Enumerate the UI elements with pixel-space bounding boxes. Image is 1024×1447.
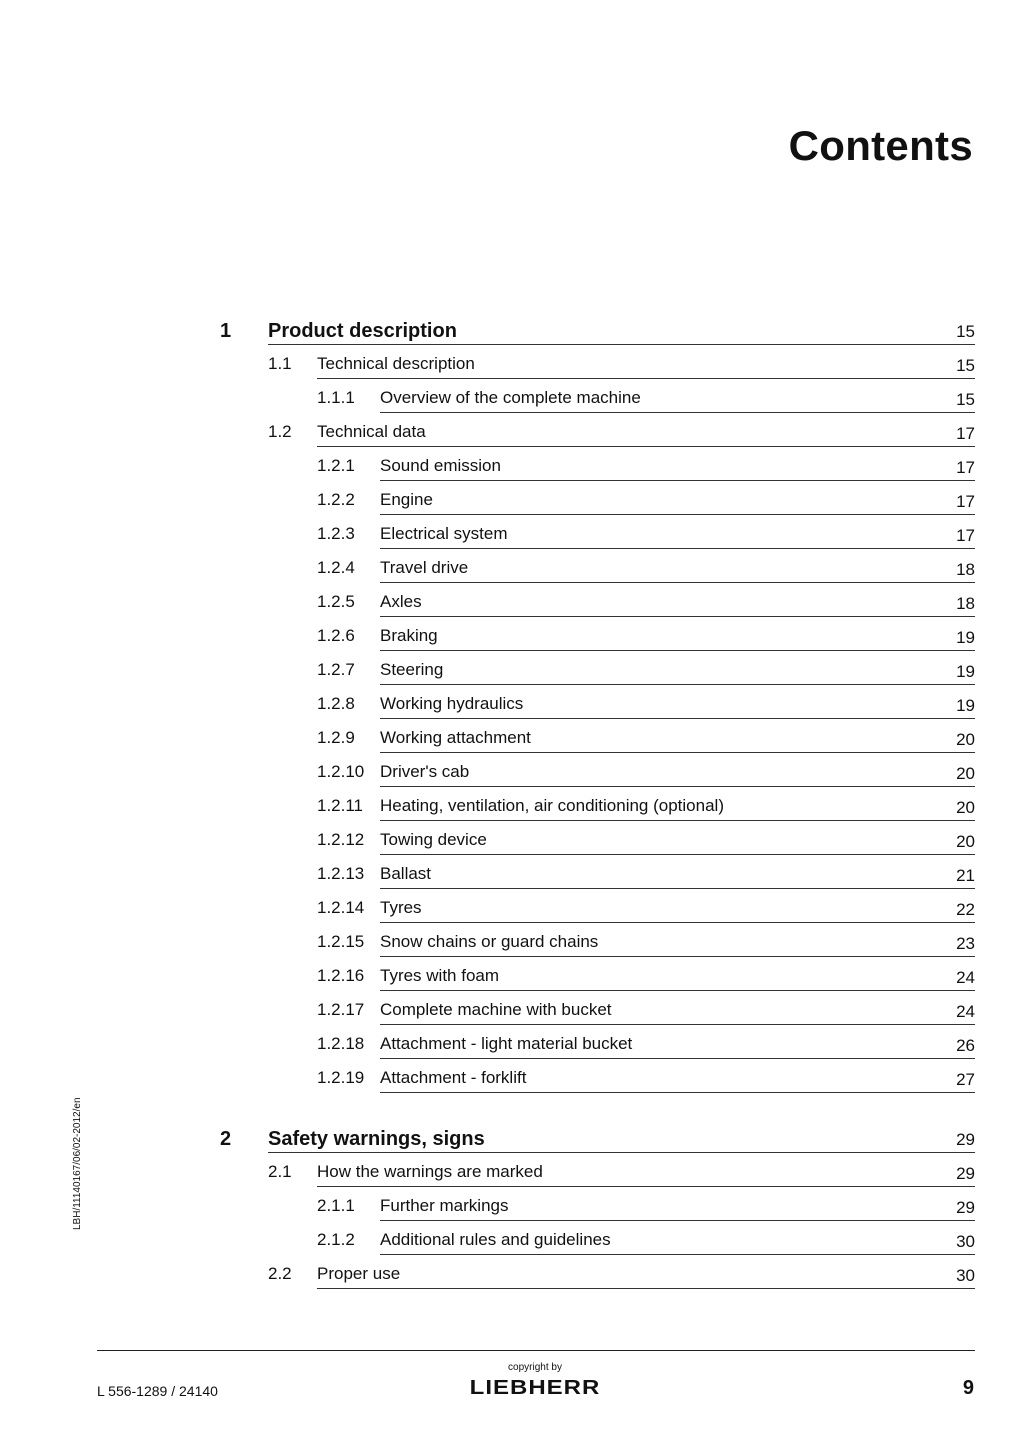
toc-entry-page: 29: [956, 1198, 975, 1217]
toc-entry-number: 1.2.10: [317, 762, 365, 781]
toc-entry[interactable]: [0, 864, 1024, 894]
toc-entry-page: 19: [956, 628, 975, 647]
toc-entry-line: [317, 1162, 975, 1187]
toc-entry-title: Driver's cab: [380, 762, 470, 781]
toc-entry-title: Safety warnings, signs: [268, 1128, 485, 1150]
toc-entry-line: [380, 966, 975, 991]
toc-entry-line: [317, 422, 975, 447]
toc-entry[interactable]: [0, 830, 1024, 860]
toc-entry-line: [380, 1230, 975, 1255]
toc-entry-page: 27: [956, 1070, 975, 1089]
toc-entry-line: [380, 728, 975, 753]
toc-entry[interactable]: [0, 1230, 1024, 1260]
toc-entry-number: 1.2.1: [317, 456, 355, 475]
toc-entry[interactable]: [0, 626, 1024, 656]
toc-entry[interactable]: [0, 354, 1024, 384]
toc-entry-number: 1.2.3: [317, 524, 355, 543]
toc-entry-number: 1: [220, 320, 232, 342]
toc-entry[interactable]: [0, 592, 1024, 622]
toc-entry-line: [380, 1068, 975, 1093]
toc-entry-number: 1.2.14: [317, 898, 365, 917]
toc-entry-page: 24: [956, 1002, 975, 1021]
toc-entry-title: Working attachment: [380, 728, 531, 747]
toc-entry-number: 1.2.6: [317, 626, 355, 645]
toc-entry-title: Further markings: [380, 1196, 509, 1215]
toc-entry-number: 1.2.7: [317, 660, 355, 679]
toc-entry-line: [380, 626, 975, 651]
toc-entry-title: Sound emission: [380, 456, 501, 475]
toc-entry-line: [380, 796, 975, 821]
toc-entry-number: 1.2.19: [317, 1068, 365, 1087]
toc-entry-page: 30: [956, 1232, 975, 1251]
toc-entry[interactable]: [0, 796, 1024, 826]
toc-entry-page: 18: [956, 560, 975, 579]
toc-entry-page: 26: [956, 1036, 975, 1055]
toc-entry-title: Braking: [380, 626, 438, 645]
toc-entry-page: 17: [956, 492, 975, 511]
toc-entry-title: Technical data: [317, 422, 426, 441]
page-title: Contents: [788, 122, 973, 169]
toc-entry-page: 20: [956, 730, 975, 749]
toc-entry-title: Travel drive: [380, 558, 469, 577]
toc-entry[interactable]: [0, 932, 1024, 962]
toc-entry-line: [380, 1034, 975, 1059]
toc-entry-page: 15: [956, 322, 975, 341]
toc-entry-line: [380, 694, 975, 719]
toc-entry[interactable]: [0, 388, 1024, 418]
toc-entry-title: Engine: [380, 490, 433, 509]
toc-entry-number: 1.2.2: [317, 490, 355, 509]
toc-entry-number: 1.2.15: [317, 932, 365, 951]
toc-entry-line: [380, 524, 975, 549]
toc-entry-number: 1.2.17: [317, 1000, 365, 1019]
toc-entry-line: [380, 864, 975, 889]
toc-entry[interactable]: [0, 422, 1024, 452]
toc-entry[interactable]: [0, 1128, 1024, 1158]
toc-entry-number: 1.2.9: [317, 728, 355, 747]
toc-entry-title: Heating, ventilation, air conditioning (optional): [380, 796, 724, 815]
toc-entry-line: [380, 490, 975, 515]
toc-entry-line: [317, 1264, 975, 1289]
toc-entry[interactable]: [0, 524, 1024, 554]
footer-divider: [97, 1350, 975, 1351]
toc-entry-title: Snow chains or guard chains: [380, 932, 599, 951]
footer-document-id: L 556-1289 / 24140: [97, 1383, 218, 1399]
toc-entry[interactable]: [0, 694, 1024, 724]
toc-entry-page: 17: [956, 458, 975, 477]
toc-entry-line: [380, 762, 975, 787]
toc-entry[interactable]: [0, 1162, 1024, 1192]
toc-entry-line: [380, 592, 975, 617]
toc-entry[interactable]: [0, 728, 1024, 758]
toc-entry-number: 2.1.2: [317, 1230, 355, 1249]
toc-entry[interactable]: [0, 456, 1024, 486]
toc-entry[interactable]: [0, 1196, 1024, 1226]
toc-entry-title: Complete machine with bucket: [380, 1000, 612, 1019]
toc-entry-page: 29: [956, 1130, 975, 1149]
toc-entry-line: [380, 456, 975, 481]
toc-entry-number: 1.2.12: [317, 830, 365, 849]
toc-entry-page: 20: [956, 798, 975, 817]
toc-entry-title: Tyres with foam: [380, 966, 500, 985]
toc-entry-page: 30: [956, 1266, 975, 1285]
toc-entry-title: Attachment - light material bucket: [380, 1034, 633, 1053]
toc-entry-line: [380, 898, 975, 923]
toc-entry-title: Additional rules and guidelines: [380, 1230, 611, 1249]
toc-entry-line: [380, 1000, 975, 1025]
toc-entry-number: 1.1.1: [317, 388, 355, 407]
toc-entry-line: [380, 558, 975, 583]
toc-entry-page: 24: [956, 968, 975, 987]
liebherr-logo: LIEBHERR: [469, 1376, 601, 1400]
toc-entry[interactable]: [0, 1000, 1024, 1030]
toc-entry-title: Axles: [380, 592, 422, 611]
footer-copyright: copyright by: [508, 1362, 562, 1373]
toc-entry-title: Ballast: [380, 864, 432, 883]
toc-entry[interactable]: [0, 762, 1024, 792]
toc-entry-title: Towing device: [380, 830, 487, 849]
toc-entry-page: 15: [956, 390, 975, 409]
toc-entry-page: 17: [956, 424, 975, 443]
toc-entry-line: [380, 388, 975, 413]
toc-entry-number: 1.1: [268, 354, 292, 373]
toc-entry[interactable]: [0, 558, 1024, 588]
toc-entry-title: Technical description: [317, 354, 475, 373]
toc-entry-line: [317, 354, 975, 379]
toc-entry[interactable]: [0, 1034, 1024, 1064]
toc-entry-page: 17: [956, 526, 975, 545]
toc-entry-number: 1.2.18: [317, 1034, 365, 1053]
toc-entry-number: 1.2.8: [317, 694, 355, 713]
toc-entry-number: 1.2.5: [317, 592, 355, 611]
toc-entry-line: [380, 660, 975, 685]
toc-entry-page: 18: [956, 594, 975, 613]
toc-entry-title: Tyres: [380, 898, 422, 917]
toc-entry-page: 15: [956, 356, 975, 375]
toc-entry-page: 20: [956, 764, 975, 783]
toc-entry-number: 1.2.13: [317, 864, 365, 883]
toc-entry-title: Product description: [268, 320, 457, 342]
toc-entry-number: 2.2: [268, 1264, 292, 1283]
toc-entry-line: [380, 932, 975, 957]
toc-entry-number: 2.1: [268, 1162, 292, 1181]
toc-entry-number: 1.2.11: [317, 796, 364, 815]
toc-entry-title: Overview of the complete machine: [380, 388, 641, 407]
toc-entry-number: 1.2.4: [317, 558, 355, 577]
toc-entry-page: 19: [956, 662, 975, 681]
toc-entry-title: Working hydraulics: [380, 694, 524, 713]
toc-entry-line: [268, 320, 975, 345]
toc-entry-title: Proper use: [317, 1264, 401, 1283]
toc-entry-page: 29: [956, 1164, 975, 1183]
toc-entry-line: [268, 1128, 975, 1153]
toc-entry-number: 2: [220, 1128, 232, 1150]
toc-entry[interactable]: [0, 660, 1024, 690]
toc-entry-number: 1.2.16: [317, 966, 365, 985]
toc-entry-page: 19: [956, 696, 975, 715]
toc-entry-number: 2.1.1: [317, 1196, 355, 1215]
toc-entry-page: 21: [956, 866, 975, 885]
toc-entry[interactable]: [0, 898, 1024, 928]
toc-entry-page: 23: [956, 934, 975, 953]
footer-page-number: 9: [962, 1377, 974, 1399]
toc-entry[interactable]: [0, 1068, 1024, 1098]
toc-entry-title: Steering: [380, 660, 444, 679]
toc-entry-title: How the warnings are marked: [317, 1162, 543, 1181]
toc-entry-title: Attachment - forklift: [380, 1068, 527, 1087]
toc-entry-page: 20: [956, 832, 975, 851]
toc-entry[interactable]: [0, 966, 1024, 996]
toc-entry-number: 1.2: [268, 422, 292, 441]
toc-entry-line: [380, 1196, 975, 1221]
toc-entry-page: 22: [956, 900, 975, 919]
toc-entry[interactable]: [0, 490, 1024, 520]
toc-entry-title: Electrical system: [380, 524, 508, 543]
toc-entry[interactable]: [0, 1264, 1024, 1294]
side-document-code: LBH/11140167/06/02-2012/en: [72, 1097, 83, 1230]
toc-entry[interactable]: [0, 320, 1024, 350]
toc-entry-line: [380, 830, 975, 855]
